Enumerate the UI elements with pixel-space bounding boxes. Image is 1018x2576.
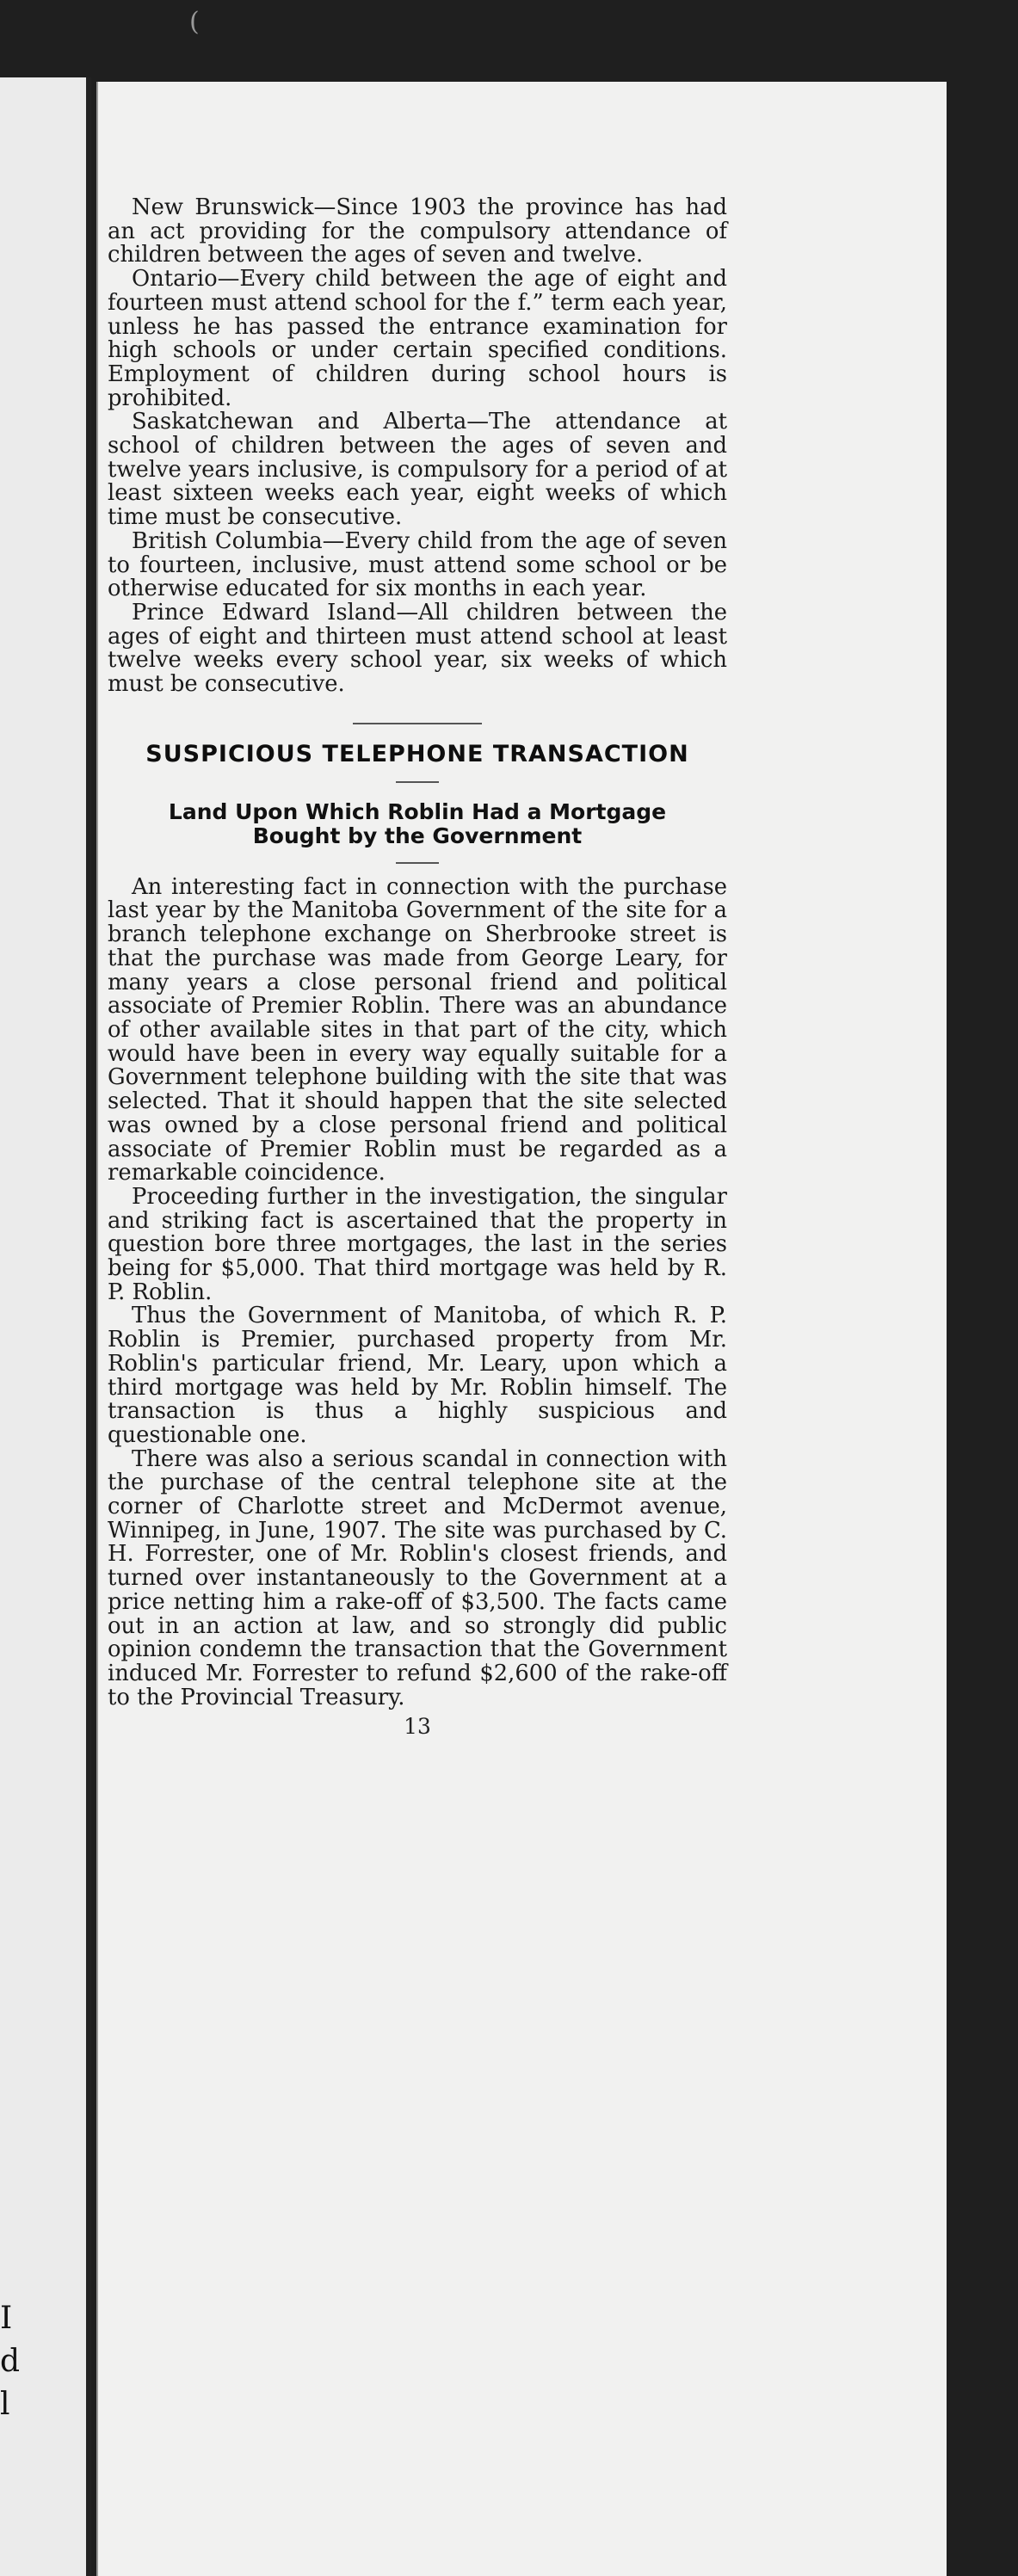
article-paragraph: An interesting fact in connection with the purchase last year by the Manitoba Government of the site for a branch telephone exchange on Sherbrooke street is that the purchase was made from George Leary, for many years a close personal friend and political associate of Premier Roblin. There was an abundance of other available sites in that part of the city, which would have been in every way equally suitable for a Government telephone building with the site that was selected. That it should happen that the site selected was owned by a close personal friend and political associate of Premier Roblin must be regarded as a remarkable coincidence. [108,873,727,1186]
edge-mark: l [0,2387,10,2422]
edge-mark: d [0,2344,21,2379]
paragraph: Saskatchewan and Alberta—The attendance at school of children between the ages of seven and twelve years inclusive, is compulsory for a period of at least sixteen weeks each year, eight weeks of which time must be consecutive. [108,409,727,531]
article-paragraph: Proceeding further in the investigation, the singular and striking fact is ascertained that the property in question bore three mortgages, the last in the series being for $5,000. That third mortgage was held by R. P. Roblin. [108,1183,727,1305]
paragraph: New Brunswick—Since 1903 the province has had an act providing for the compulsory attendance of children between the ages of seven and twelve. [108,194,727,268]
adjacent-page-edge [0,77,91,2576]
article-paragraph: There was also a serious scandal in connection with the purchase of the central telephone site at the corner of Charlotte street and McDermot avenue, Winnipeg, in June, 1907. The site was purchased by C. H. Forrester, one of Mr. Roblin's closest friends, and turned over instantaneously to the Government at a price netting him a rake-off of $3,500. The facts came out in an action at law, and so strongly did public opinion condemn the transaction that the Government induced Mr. Forrester to refund $2,600 of the rake-off to the Provincial Treasury. [108,1445,727,1710]
paragraph: British Columbia—Every child from the age of seven to fourteen, inclusive, must attend some school or be otherwise educated for six months in each year. [108,527,727,602]
article-headline: SUSPICIOUS TELEPHONE TRANSACTION [145,740,689,767]
article-paragraph: Thus the Government of Manitoba, of which R. P. Roblin is Premier, purchased property from Mr. Roblin's particular friend, Mr. Leary, upon which a third mortgage was held by Mr. Roblin himself. The transaction is thus a highly suspicious and questionable one. [108,1303,727,1448]
paragraph: Ontario—Every child between the age of eight and fourteen must attend school for the f.” term each year, unless he has passed the entrance examination for high schools or under certain specified conditions. Employment of children during school hours is prohibited. [108,266,727,411]
corner-mark: ( [189,7,200,37]
edge-marks [0,2297,21,2426]
text-column [108,196,727,1739]
paragraph: Prince Edward Island—All children between the ages of eight and thirteen must attend school at least twelve weeks every school year, six weeks of which must be consecutive. [108,599,727,698]
article-subheadline: Land Upon Which Roblin Had a Mortgage Bought by the Government [168,798,667,848]
page-number: 13 [404,1714,431,1740]
edge-mark: I [0,2301,13,2336]
